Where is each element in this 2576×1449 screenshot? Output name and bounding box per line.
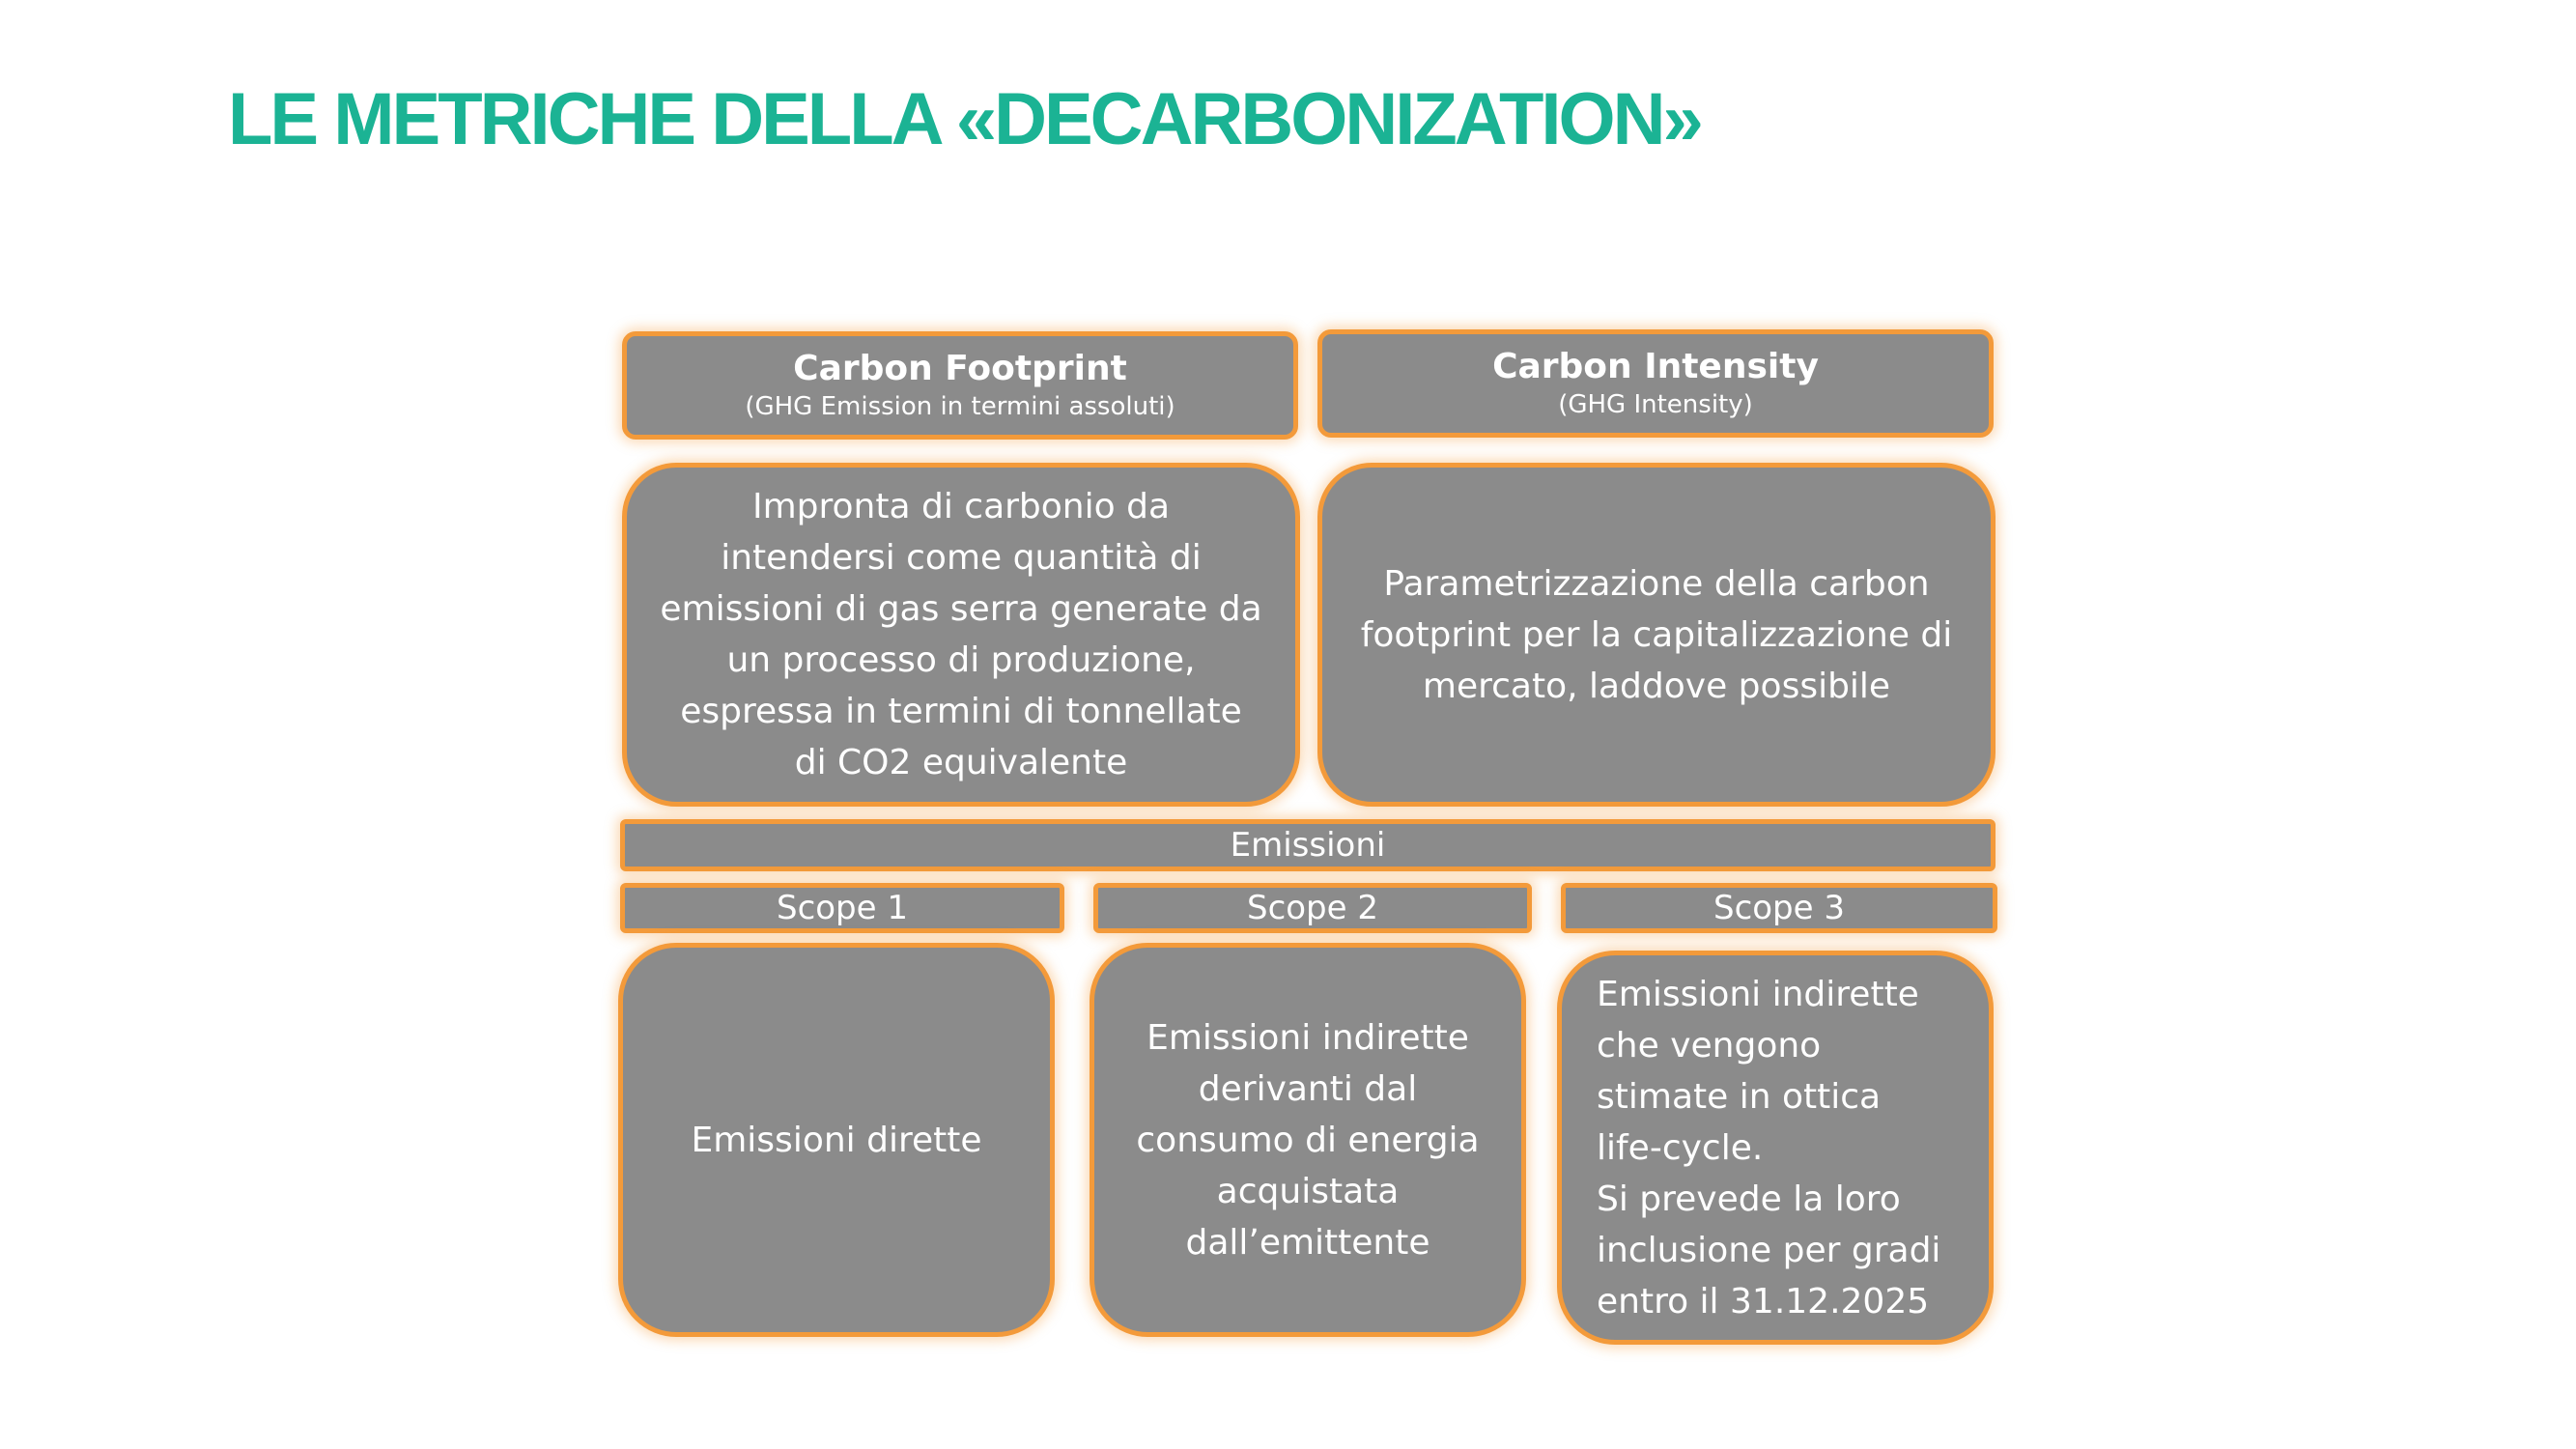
carbon-footprint-title: Carbon Footprint bbox=[793, 349, 1127, 388]
carbon-footprint-description: Impronta di carbonio da intendersi come quantità di emissioni di gas serra generate da un processo di produzione, espressa in termini di tonnellate di CO2 equivalente bbox=[622, 463, 1300, 807]
scope-1-description: Emissioni dirette bbox=[618, 943, 1055, 1337]
carbon-intensity-header bbox=[1317, 329, 1994, 438]
scope-1-label: Scope 1 bbox=[620, 883, 1064, 933]
carbon-footprint-header bbox=[622, 331, 1298, 440]
scope-2-description: Emissioni indirette derivanti dal consumo di energia acquistata dall’emittente bbox=[1090, 943, 1526, 1337]
carbon-intensity-subtitle: (GHG Intensity) bbox=[1558, 390, 1753, 419]
slide-title: LE METRICHE DELLA «DECARBONIZATION» bbox=[228, 78, 1701, 160]
emissions-bar: Emissioni bbox=[620, 819, 1996, 871]
carbon-footprint-subtitle: (GHG Emission in termini assoluti) bbox=[745, 392, 1175, 421]
scope-3-label: Scope 3 bbox=[1561, 883, 1997, 933]
carbon-intensity-description: Parametrizzazione della carbon footprint per la capitalizzazione di mercato, laddove possibile bbox=[1317, 463, 1996, 807]
scope-3-description: Emissioni indirette che vengono stimate in ottica life-cycle. Si prevede la loro inclusione per gradi entro il 31.12.2025 bbox=[1557, 951, 1994, 1345]
carbon-intensity-title: Carbon Intensity bbox=[1492, 347, 1819, 386]
scope-2-label: Scope 2 bbox=[1093, 883, 1532, 933]
